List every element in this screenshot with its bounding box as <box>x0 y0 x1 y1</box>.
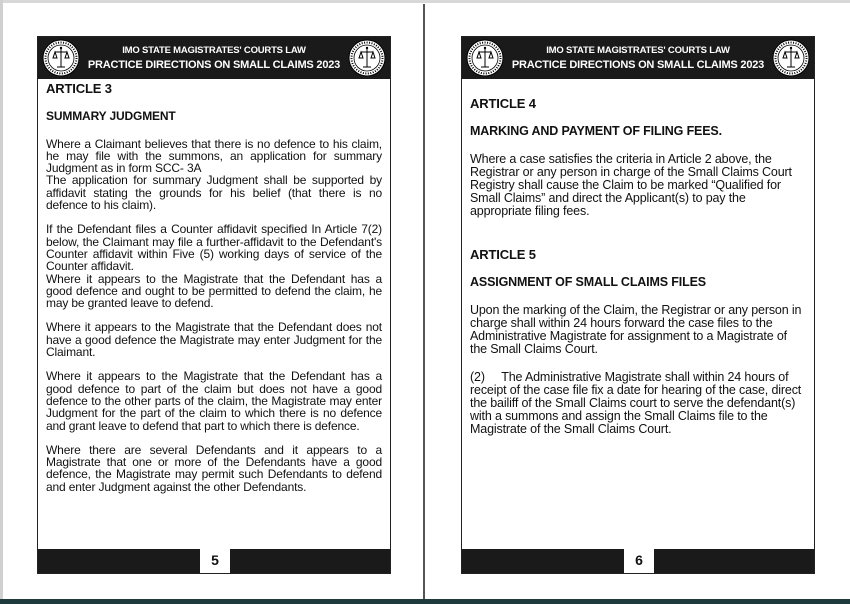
section-heading: ASSIGNMENT OF SMALL CLAIMS FILES <box>470 275 706 289</box>
page-edge <box>0 0 850 3</box>
page-body <box>46 83 382 493</box>
paragraph: Where it appears to the Magistrate that the Defendant has a good defence to part of the claim but does not have a good defence to the other parts of the claim, the Magistrate may enter Judgment for the part of the claim to which there is no defence and grant leave to defend that part to which there is defence. <box>46 369 382 433</box>
page-6 <box>461 36 815 574</box>
page-footer <box>38 549 390 573</box>
judiciary-seal-icon <box>348 39 386 77</box>
page-number: 6 <box>624 549 654 573</box>
judiciary-seal-icon <box>772 39 810 77</box>
bottom-strip <box>0 599 850 604</box>
header-title: IMO STATE MAGISTRATES' COURTS LAW <box>122 45 306 56</box>
article-heading: ARTICLE 3 <box>46 81 112 96</box>
header-title: IMO STATE MAGISTRATES' COURTS LAW <box>546 45 730 56</box>
page-edge <box>0 0 3 604</box>
page-footer <box>462 549 814 573</box>
page-body <box>470 97 806 436</box>
paragraph: Where there are several Defendants and it appears to a Magistrate that one or more of the Defendants have a good defence, the Magistrate may permit such Defendants to defend and enter Judgment against the other Defendants. <box>46 442 382 494</box>
paragraph: Where a Claimant believes that there is no defence to his claim, he may file with the summons, an application for summary Judgment as in form SCC- 3A <box>46 136 382 176</box>
page-5 <box>37 36 391 574</box>
paragraph: Where it appears to the Magistrate that the Defendant does not have a good defence the Magistrate may enter Judgment for the Claimant. <box>46 320 382 360</box>
header-subtitle: PRACTICE DIRECTIONS ON SMALL CLAIMS 2023 <box>511 59 765 71</box>
article-heading: ARTICLE 4 <box>470 96 536 111</box>
paragraph: Where a case satisfies the criteria in Article 2 above, the Registrar or any person in charge of the Small Claims Court Registry shall cause the Claim to be marked “Qualified for Small Claims” and direct the Applicant(s) to pay the appropriate filing fees. <box>470 152 792 218</box>
header-subtitle: PRACTICE DIRECTIONS ON SMALL CLAIMS 2023 <box>87 59 341 71</box>
paragraph: Where it appears to the Magistrate that the Defendant has a good defence and ought to be permitted to defend the claim, he may be granted leave to defend. <box>46 271 382 311</box>
paragraph: If the Defendant files a Counter affidavit specified In Article 7(2) below, the Claimant may file a further-affidavit to the Defendant's Counter affidavit within Five (5) working days of service of the Counter affidavit. <box>46 222 382 274</box>
section-heading: SUMMARY JUDGMENT <box>46 109 176 124</box>
paragraph: Upon the marking of the Claim, the Registrar or any person in charge shall within 24 hours forward the case files to the Administrative Magistrate for assignment to a Magistrate of the Small Claims Court. <box>470 303 802 356</box>
section-heading: MARKING AND PAYMENT OF FILING FEES. <box>470 124 722 138</box>
page-number: 5 <box>200 549 230 573</box>
article-heading: ARTICLE 5 <box>470 247 536 262</box>
paragraph: The application for summary Judgment shall be supported by affidavit stating the grounds for his belief (that there is no defence to his claim). <box>46 173 382 213</box>
page-header <box>38 37 390 79</box>
book-gutter <box>423 4 425 600</box>
paragraph: (2) The Administrative Magistrate shall within 24 hours of receipt of the case file fix a date for hearing of the case, direct the bailiff of the Small Claims court to serve the defendant(s) with a summons and assign the Small Claims file to the Magistrate of the Small Claims Court. <box>470 370 805 436</box>
page-header <box>462 37 814 79</box>
